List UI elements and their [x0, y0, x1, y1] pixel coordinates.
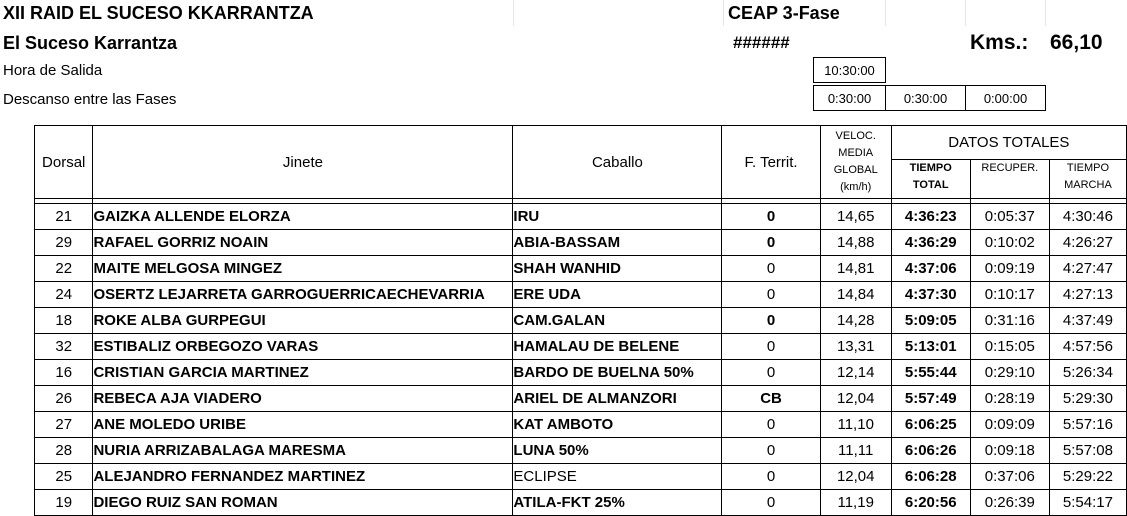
recuper-cell: 0:05:37 [970, 204, 1049, 230]
dorsal-cell: 24 [35, 282, 93, 308]
veloc-cell: 14,81 [820, 256, 891, 282]
tiempo-total-cell: 5:57:49 [891, 386, 970, 412]
tiempo-marcha-cell: 5:57:08 [1049, 438, 1126, 464]
tiempo-total-cell: 4:37:06 [891, 256, 970, 282]
jinete-cell: ANE MOLEDO URIBE [93, 412, 513, 438]
table-row [35, 334, 1127, 360]
veloc-cell: 12,04 [820, 386, 891, 412]
table-row [35, 438, 1127, 464]
territ-cell: 0 [722, 438, 820, 464]
dorsal-cell: 26 [35, 386, 93, 412]
veloc-cell: 12,04 [820, 464, 891, 490]
tiempo-total-cell: 6:06:25 [891, 412, 970, 438]
kms-value: 66,10 [1050, 31, 1103, 54]
dorsal-cell: 27 [35, 412, 93, 438]
table-row [35, 204, 1127, 230]
kms-label: Kms.: [970, 31, 1029, 54]
dorsal-cell: 29 [35, 230, 93, 256]
tiempo-total-cell: 4:36:23 [891, 204, 970, 230]
tiempo-total-cell: 4:37:30 [891, 282, 970, 308]
jinete-cell: REBECA AJA VIADERO [93, 386, 513, 412]
col-veloc-line: GLOBAL [833, 164, 878, 176]
dorsal-cell: 25 [35, 464, 93, 490]
col-tiempo-marcha-line: MARCHA [1064, 179, 1112, 191]
tiempo-total-cell: 4:36:29 [891, 230, 970, 256]
recuper-cell: 0:29:10 [970, 360, 1049, 386]
tiempo-marcha-cell: 4:26:27 [1049, 230, 1126, 256]
recuper-cell: 0:10:02 [970, 230, 1049, 256]
jinete-cell: RAFAEL GORRIZ NOAIN [93, 230, 513, 256]
tiempo-marcha-cell: 5:29:30 [1049, 386, 1126, 412]
grid-line [1045, 0, 1046, 26]
caballo-cell: ARIEL DE ALMANZORI [513, 386, 722, 412]
col-recuper: RECUPER. [970, 160, 1049, 199]
tiempo-marcha-cell: 5:54:17 [1049, 490, 1126, 516]
caballo-cell: KAT AMBOTO [513, 412, 722, 438]
caballo-cell: ABIA-BASSAM [513, 230, 722, 256]
tiempo-marcha-cell: 4:27:13 [1049, 282, 1126, 308]
grid-line [965, 0, 966, 26]
jinete-cell: MAITE MELGOSA MINGEZ [93, 256, 513, 282]
jinete-cell: GAIZKA ALLENDE ELORZA [93, 204, 513, 230]
overflow-cell: ###### [733, 33, 790, 52]
event-title: XII RAID EL SUCESO KKARRANTZA [3, 3, 314, 23]
col-veloc-line: VELOC. [835, 130, 876, 142]
col-tiempo-total-line: TOTAL [912, 179, 949, 191]
territ-cell: CB [722, 386, 820, 412]
veloc-cell: 14,65 [820, 204, 891, 230]
veloc-cell: 14,84 [820, 282, 891, 308]
col-datos-totales: DATOS TOTALES [891, 126, 1126, 160]
recuper-cell: 0:37:06 [970, 464, 1049, 490]
territ-cell: 0 [722, 412, 820, 438]
caballo-cell: CAM.GALAN [513, 308, 722, 334]
col-jinete: Jinete [93, 126, 513, 199]
hora-salida-value: 10:30:00 [813, 57, 886, 83]
tiempo-total-cell: 6:20:56 [891, 490, 970, 516]
phase-label: CEAP 3-Fase [728, 3, 840, 23]
caballo-cell: SHAH WANHID [513, 256, 722, 282]
col-tiempo-marcha [1049, 160, 1126, 199]
territ-cell: 0 [722, 308, 820, 334]
caballo-cell: LUNA 50% [513, 438, 722, 464]
recuper-cell: 0:31:16 [970, 308, 1049, 334]
hora-salida-label: Hora de Salida [3, 62, 103, 79]
grid-line [885, 0, 886, 26]
caballo-cell: ERE UDA [513, 282, 722, 308]
jinete-cell: DIEGO RUIZ SAN ROMAN [93, 490, 513, 516]
tiempo-marcha-cell: 4:30:46 [1049, 204, 1126, 230]
table-row [35, 490, 1127, 516]
results-table [34, 125, 1127, 516]
tiempo-marcha-cell: 4:57:56 [1049, 334, 1126, 360]
tiempo-marcha-cell: 4:37:49 [1049, 308, 1126, 334]
col-veloc [820, 126, 891, 199]
col-veloc-line: (km/h) [840, 181, 872, 193]
tiempo-total-cell: 5:09:05 [891, 308, 970, 334]
recuper-cell: 0:09:09 [970, 412, 1049, 438]
col-tiempo-total-line: TIEMPO [909, 162, 952, 174]
table-row [35, 308, 1127, 334]
jinete-cell: NURIA ARRIZABALAGA MARESMA [93, 438, 513, 464]
territ-cell: 0 [722, 334, 820, 360]
veloc-cell: 13,31 [820, 334, 891, 360]
dorsal-cell: 19 [35, 490, 93, 516]
tiempo-total-cell: 6:06:28 [891, 464, 970, 490]
caballo-cell: ECLIPSE [513, 464, 722, 490]
tiempo-marcha-cell: 5:26:34 [1049, 360, 1126, 386]
col-tiempo-marcha-line: TIEMPO [1066, 162, 1110, 174]
dorsal-cell: 32 [35, 334, 93, 360]
col-territ: F. Territ. [722, 126, 820, 199]
col-veloc-line: MEDIA [838, 147, 874, 159]
col-caballo: Caballo [513, 126, 722, 199]
descanso-value-2: 0:30:00 [885, 85, 966, 111]
dorsal-cell: 18 [35, 308, 93, 334]
grid-line [723, 0, 724, 26]
descanso-value-3: 0:00:00 [965, 85, 1046, 111]
veloc-cell: 14,28 [820, 308, 891, 334]
col-tiempo-total [891, 160, 970, 199]
caballo-cell: HAMALAU DE BELENE [513, 334, 722, 360]
tiempo-marcha-cell: 5:29:22 [1049, 464, 1126, 490]
table-row [35, 412, 1127, 438]
territ-cell: 0 [722, 204, 820, 230]
descanso-label: Descanso entre las Fases [3, 91, 177, 108]
event-subtitle: El Suceso Karrantza [3, 33, 178, 53]
caballo-cell: BARDO DE BUELNA 50% [513, 360, 722, 386]
territ-cell: 0 [722, 464, 820, 490]
dorsal-cell: 22 [35, 256, 93, 282]
grid-line [513, 0, 514, 26]
territ-cell: 0 [722, 360, 820, 386]
tiempo-total-cell: 5:55:44 [891, 360, 970, 386]
table-row [35, 282, 1127, 308]
table-row [35, 230, 1127, 256]
veloc-cell: 11,10 [820, 412, 891, 438]
territ-cell: 0 [722, 230, 820, 256]
recuper-cell: 0:15:05 [970, 334, 1049, 360]
dorsal-cell: 21 [35, 204, 93, 230]
caballo-cell: IRU [513, 204, 722, 230]
territ-cell: 0 [722, 256, 820, 282]
jinete-cell: ROKE ALBA GURPEGUI [93, 308, 513, 334]
tiempo-total-cell: 6:06:26 [891, 438, 970, 464]
table-row [35, 386, 1127, 412]
table-row [35, 464, 1127, 490]
veloc-cell: 12,14 [820, 360, 891, 386]
territ-cell: 0 [722, 282, 820, 308]
tiempo-marcha-cell: 5:57:16 [1049, 412, 1126, 438]
tiempo-marcha-cell: 4:27:47 [1049, 256, 1126, 282]
recuper-cell: 0:26:39 [970, 490, 1049, 516]
jinete-cell: ALEJANDRO FERNANDEZ MARTINEZ [93, 464, 513, 490]
jinete-cell: CRISTIAN GARCIA MARTINEZ [93, 360, 513, 386]
veloc-cell: 11,19 [820, 490, 891, 516]
recuper-cell: 0:28:19 [970, 386, 1049, 412]
descanso-value-1: 0:30:00 [813, 85, 886, 111]
veloc-cell: 14,88 [820, 230, 891, 256]
caballo-cell: ATILA-FKT 25% [513, 490, 722, 516]
territ-cell: 0 [722, 490, 820, 516]
jinete-cell: OSERTZ LEJARRETA GARROGUERRICAECHEVARRIA [93, 282, 513, 308]
recuper-cell: 0:09:19 [970, 256, 1049, 282]
dorsal-cell: 28 [35, 438, 93, 464]
tiempo-total-cell: 5:13:01 [891, 334, 970, 360]
dorsal-cell: 16 [35, 360, 93, 386]
table-row [35, 360, 1127, 386]
veloc-cell: 11,11 [820, 438, 891, 464]
recuper-cell: 0:10:17 [970, 282, 1049, 308]
recuper-cell: 0:09:18 [970, 438, 1049, 464]
col-dorsal: Dorsal [35, 126, 93, 199]
jinete-cell: ESTIBALIZ ORBEGOZO VARAS [93, 334, 513, 360]
table-row [35, 256, 1127, 282]
